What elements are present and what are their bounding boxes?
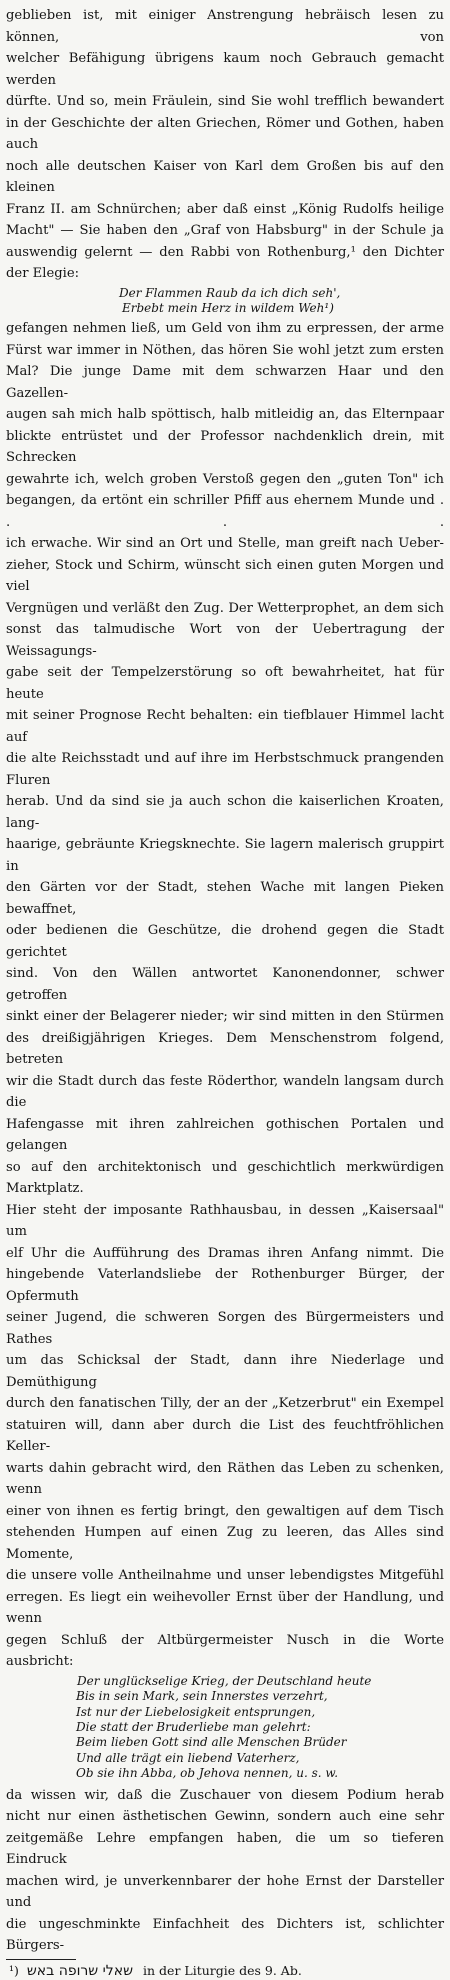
text-line: ich erwache. Wir sind an Ort und Stelle, man greift nach Ueber- — [6, 536, 444, 552]
text-line: Franz II. am Schnürchen; aber daß einst „König Rudolfs heilige — [6, 201, 444, 217]
text-line: begangen, da ertönt ein schriller Pfiff aus ehernem Munde und . . . . — [6, 493, 444, 530]
text-line: dürfte. Und so, mein Fräulein, sind Sie wohl trefflich bewandert — [6, 94, 444, 109]
text-line: gewahrte ich, welch groben Verstoß gegen den „guten Ton" ich — [6, 471, 444, 487]
text-line: sind. Von den Wällen antwortet Kanonendonner, schwer getroffen — [6, 966, 444, 1003]
text-line: Hier steht der imposante Rathhausbau, in dessen „Kaisersaal" um — [6, 1202, 444, 1240]
text-line: Mal? Die junge Dame mit dem schwarzen Haar und den Gazellen- — [6, 364, 444, 401]
text-line: den Gärten vor der Stadt, stehen Wache mit langen Pieken bewaffnet, — [6, 880, 444, 917]
text-line: herab. Und da sind sie ja auch schon die kaiserlichen Kroaten, lang- — [6, 794, 444, 831]
footnote-hebrew: שאלי שרופה באש — [26, 1962, 134, 1979]
verse-line: Beim lieben Gott sind alle Menschen Brüder — [76, 1735, 347, 1750]
text-line: die unsere volle Antheilnahme und unser lebendigstes Mitgefühl — [6, 1568, 444, 1584]
text-line: Macht" — Sie haben den „Graf von Habsburg" in der Schule ja — [6, 223, 444, 238]
footnote-mark: ¹) — [9, 1962, 19, 1978]
verse-line: Der unglückselige Krieg, der Deutschland heute — [77, 1673, 372, 1688]
paragraph-3 — [6, 1785, 444, 1957]
footnote-text: in der Liturgie des 9. Ab. — [143, 1962, 302, 1978]
text-line: blickte entrüstet und der Professor nachdenklich drein, mit Schrecken — [6, 428, 444, 466]
footnote — [6, 1962, 444, 1980]
text-line: Vergnügen und verläßt den Zug. Der Wetterprophet, an dem sich — [6, 600, 444, 616]
verse-line: Erbebt mein Herz in wildem Weh¹) — [122, 300, 334, 315]
text-line: Fürst war immer in Nöthen, das hören Sie wohl jetzt zum ersten — [6, 342, 444, 358]
verse-line: Bis in sein Mark, sein Innerstes verzehrt, — [76, 1689, 328, 1704]
footnote-divider — [6, 1959, 76, 1960]
text-line: auswendig gelernt — den Rabbi von Rothenburg,¹ den Dichter — [6, 244, 444, 260]
text-line: um das Schicksal der Stadt, dann ihre Niederlage und Demüthigung — [6, 1353, 444, 1390]
text-line: sinkt einer der Belagerer nieder; wir sind mitten in den Stürmen — [6, 1009, 444, 1025]
text-line: des dreißigjährigen Krieges. Dem Menschenstrom folgend, betreten — [6, 1030, 444, 1068]
text-line: zeitgemäße Lehre empfangen haben, die um so tieferen Eindruck — [6, 1830, 444, 1868]
text-line: geblieben ist, mit einiger Anstrengung hebräisch lesen zu können, von — [6, 8, 444, 45]
text-line: in der Geschichte der alten Griechen, Römer und Gothen, haben auch — [6, 115, 444, 152]
text-line: da wissen wir, daß die Zuschauer von diesem Podium herab — [6, 1787, 444, 1803]
text-line: mit seiner Prognose Recht behalten: ein tiefblauer Himmel lacht auf — [6, 708, 444, 745]
verse-line: Ist nur der Liebelosigkeit entsprungen, — [76, 1704, 316, 1719]
verse-quote-elegy — [119, 286, 444, 317]
paragraph-1 — [6, 5, 444, 285]
text-line: augen sah mich halb spöttisch, halb mitleidig an, das Elternpaar — [6, 407, 444, 423]
text-line: so auf den architektonisch und geschichtlich merkwürdigen Marktplatz. — [6, 1159, 444, 1197]
text-line: einer von ihnen es fertig bringt, den gewaltigen auf dem Tisch — [6, 1503, 444, 1519]
text-line: welcher Befähigung übrigens kaum noch Gebrauch gemacht werden — [6, 51, 444, 88]
text-line: Hafengasse mit ihren zahlreichen gothischen Portalen und gelangen — [6, 1116, 444, 1154]
text-line: noch alle deutschen Kaiser von Karl dem Großen bis auf den kleinen — [6, 158, 444, 195]
text-line: hingebende Vaterlandsliebe der Rothenburger Bürger, der Opfermuth — [6, 1267, 444, 1304]
text-line: elf Uhr die Aufführung des Dramas ihren Anfang nimmt. Die — [6, 1245, 444, 1261]
verse-line: Die statt der Bruderliebe man gelehrt: — [76, 1720, 311, 1735]
text-line: seiner Jugend, die schweren Sorgen des Bürgermeisters und Rathes — [6, 1310, 444, 1347]
text-line: sonst das talmudische Wort von der Uebertragung der Weissagungs- — [6, 622, 444, 659]
text-line: durch den fanatischen Tilly, der an der „Ketzerbrut" ein Exempel — [6, 1396, 444, 1412]
text-line: gegen Schluß der Altbürgermeister Nusch in die Worte ausbricht: — [6, 1632, 444, 1670]
text-line: zieher, Stock und Schirm, wünscht sich einen guten Morgen und viel — [6, 557, 444, 595]
verse-line: Ob sie ihn Abba, ob Jehova nennen, u. s. w. — [76, 1766, 339, 1781]
text-line: wir die Stadt durch das feste Röderthor, wandeln langsam durch die — [6, 1073, 444, 1111]
text-line: stehenden Humpen auf einen Zug zu leeren, das Alles sind Momente, — [6, 1525, 444, 1562]
text-line: die alte Reichsstadt und auf ihre im Herbstschmuck prangenden Fluren — [6, 751, 444, 788]
verse-line: Der Flammen Raub da ich dich seh', — [119, 285, 341, 300]
verse-line: Und alle trägt ein liebend Vaterherz, — [76, 1750, 300, 1765]
paragraph-2 — [6, 318, 444, 1673]
text-line: machen wird, je unverkennbarer der hohe Ernst der Darsteller und — [6, 1873, 444, 1911]
text-line: der Elegie: — [6, 266, 80, 281]
text-line: gefangen nehmen ließ, um Geld von ihm zu erpressen, der arme — [6, 321, 444, 337]
text-line: haarige, gebräunte Kriegsknechte. Sie lagern malerisch gruppirt in — [6, 837, 444, 874]
text-line: die ungeschminkte Einfachheit des Dichters ist, schlichter Bürgers- — [6, 1916, 444, 1954]
text-line: nicht nur einen ästhetischen Gewinn, sondern auch eine sehr — [6, 1809, 444, 1825]
text-line: statuiren will, dann aber durch die List des feuchtfröhlichen Keller- — [6, 1417, 444, 1455]
text-line: gabe seit der Tempelzerstörung so oft bewahrheitet, hat für heute — [6, 665, 444, 702]
text-line: oder bedienen die Geschütze, die drohend gegen die Stadt gerichtet — [6, 923, 444, 960]
text-line: warts dahin gebracht wird, den Räthen das Leben zu schenken, wenn — [6, 1460, 444, 1498]
text-line: erregen. Es liegt ein weihevoller Ernst über der Handlung, und wenn — [6, 1589, 444, 1627]
verse-quote-nusch — [76, 1674, 444, 1782]
